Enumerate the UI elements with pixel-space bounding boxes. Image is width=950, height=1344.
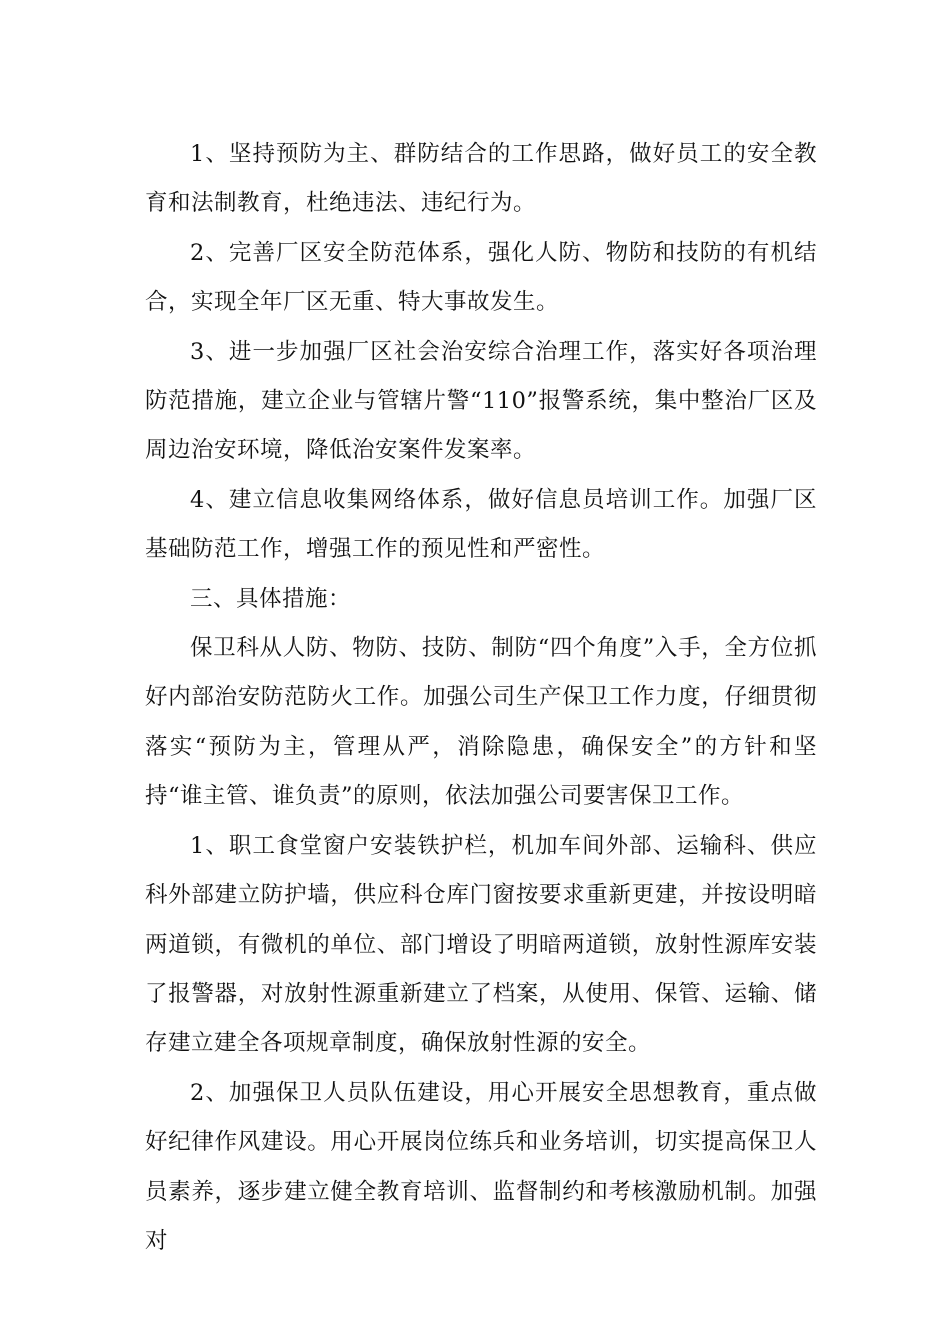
section-heading: 三、具体措施： <box>190 585 352 612</box>
paragraph-goal-4: 4、建立信息收集网络体系，做好信息员培训工作。加强厂区基础防范工作，增强工作的预见性和严密性。 <box>145 486 817 563</box>
document-body <box>145 130 817 1266</box>
paragraph-goal-3: 3、进一步加强厂区社会治安综合治理工作，落实好各项治理防范措施，建立企业与管辖片警“110”报警系统，集中整治厂区及周边治安环境，降低治安案件发案率。 <box>145 338 817 464</box>
paragraph-measure-1: 1、职工食堂窗户安装铁护栏，机加车间外部、运输科、供应科外部建立防护墙，供应科仓库门窗按要求重新更建，并按设明暗两道锁，有微机的单位、部门增设了明暗两道锁，放射性源库安装了报警器，对放射性源重新建立了档案，从使用、保管、运输、储存建立建全各项规章制度，确保放射性源的安全。 <box>145 832 817 1057</box>
paragraph-measure-2: 2、加强保卫人员队伍建设，用心开展安全思想教育，重点做好纪律作风建设。用心开展岗位练兵和业务培训，切实提高保卫人员素养，逐步建立健全教育培训、监督制约和考核激励机制。加强对 <box>145 1079 817 1254</box>
paragraph-measures-intro: 保卫科从人防、物防、技防、制防“四个角度”入手，全方位抓好内部治安防范防火工作。加强公司生产保卫工作力度，仔细贯彻落实“预防为主，管理从严，消除隐患，确保安全”的方针和坚持“谁主管、谁负责”的原则，依法加强公司要害保卫工作。 <box>145 635 817 810</box>
paragraph-goal-2: 2、完善厂区安全防范体系，强化人防、物防和技防的有机结合，实现全年厂区无重、特大事故发生。 <box>145 239 817 316</box>
paragraph-goal-1: 1、坚持预防为主、群防结合的工作思路，做好员工的安全教育和法制教育，杜绝违法、违纪行为。 <box>145 141 817 217</box>
